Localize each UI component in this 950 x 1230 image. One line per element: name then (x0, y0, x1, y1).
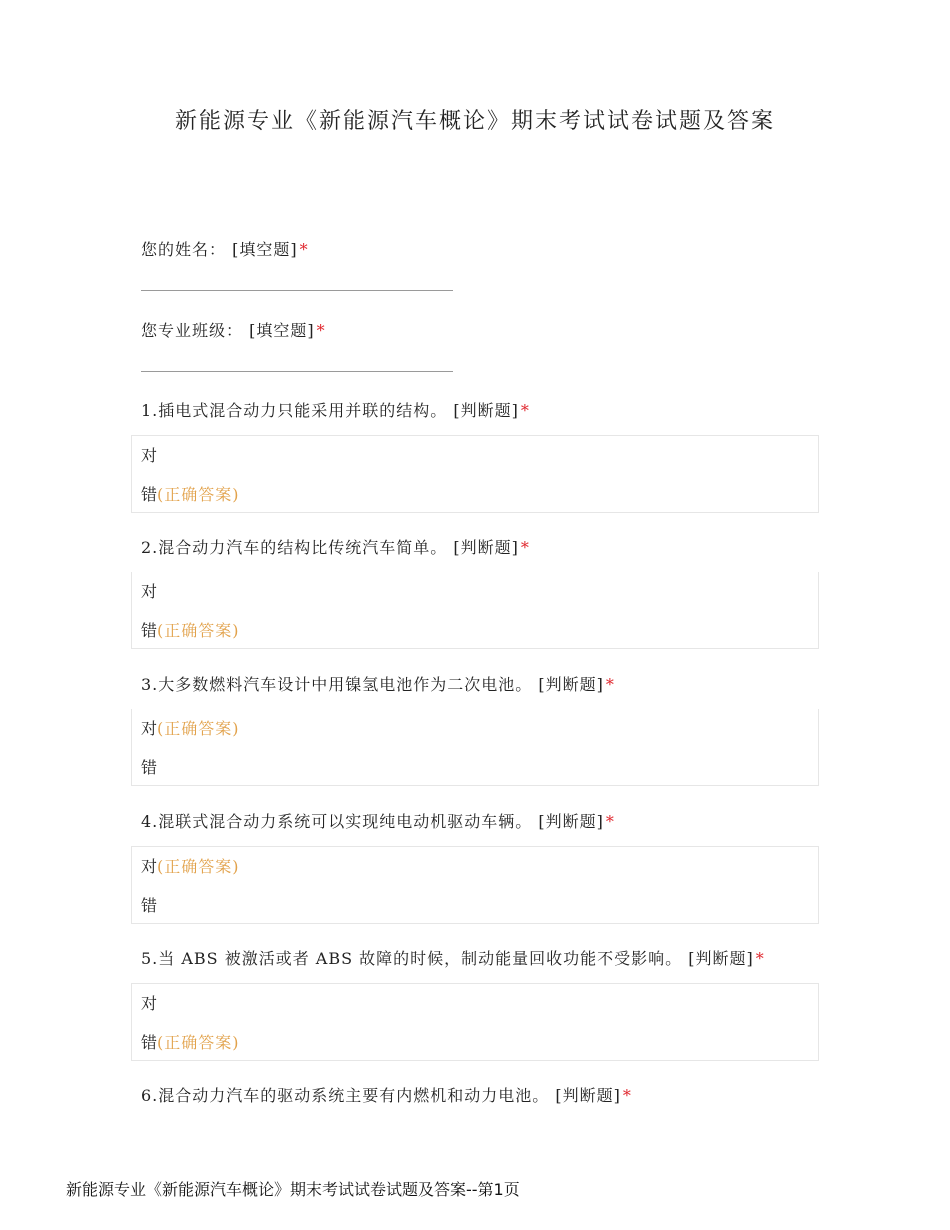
correct-answer-mark: (正确答案) (157, 1033, 240, 1052)
option-true[interactable] (141, 991, 157, 1014)
required-mark: * (520, 401, 530, 420)
option-label: 错 (141, 896, 158, 915)
option-label: 错 (141, 758, 158, 777)
name-field-label (141, 237, 309, 260)
option-false[interactable] (141, 1030, 240, 1053)
page-title: 新能源专业《新能源汽车概论》期末考试试卷试题及答案 (174, 109, 775, 134)
question-3 (141, 672, 615, 695)
class-field-input[interactable] (141, 371, 453, 372)
page-footer: 新能源专业《新能源汽车概论》期末考试试卷试题及答案--第1页 (66, 1180, 520, 1199)
option-label: 对 (141, 446, 158, 465)
question-2 (141, 535, 530, 558)
question-5 (141, 946, 765, 969)
required-mark: * (520, 538, 530, 557)
question-text: 6.混合动力汽车的驱动系统主要有内燃机和动力电池。 (141, 1086, 550, 1105)
question-type: [判断题] (453, 401, 519, 420)
question-text: 3.大多数燃料汽车设计中用镍氢电池作为二次电池。 (141, 675, 533, 694)
option-false[interactable] (141, 893, 157, 916)
option-label: 错 (141, 621, 158, 640)
question-6 (141, 1083, 632, 1106)
required-mark: * (755, 949, 765, 968)
option-true[interactable] (141, 443, 157, 466)
answer-options-3 (131, 709, 819, 786)
class-field-label (141, 318, 326, 341)
option-false[interactable] (141, 618, 240, 641)
name-field-input[interactable] (141, 290, 453, 291)
answer-options-2 (131, 572, 819, 649)
option-label: 错 (141, 485, 158, 504)
answer-options-1 (131, 435, 819, 513)
answer-options-5 (131, 983, 819, 1061)
question-text: 2.混合动力汽车的结构比传统汽车简单。 (141, 538, 448, 557)
required-mark: * (316, 321, 326, 340)
question-text: 4.混联式混合动力系统可以实现纯电动机驱动车辆。 (141, 812, 533, 831)
option-label: 对 (141, 582, 158, 601)
field-label-text: 您专业班级： (141, 321, 244, 340)
option-label: 错 (141, 1033, 158, 1052)
option-label: 对 (141, 719, 158, 738)
correct-answer-mark: (正确答案) (157, 485, 240, 504)
required-mark: * (605, 675, 615, 694)
option-false[interactable] (141, 482, 240, 505)
required-mark: * (622, 1086, 632, 1105)
question-text: 5.当 ABS 被激活或者 ABS 故障的时候，制动能量回收功能不受影响。 (141, 949, 683, 968)
question-type: [判断题] (538, 675, 604, 694)
option-true[interactable] (141, 579, 157, 602)
correct-answer-mark: (正确答案) (157, 621, 240, 640)
correct-answer-mark: (正确答案) (157, 857, 240, 876)
question-type: [判断题] (538, 812, 604, 831)
answer-options-4 (131, 846, 819, 924)
option-true[interactable] (141, 716, 240, 739)
question-type: [判断题] (688, 949, 754, 968)
option-label: 对 (141, 857, 158, 876)
option-false[interactable] (141, 755, 157, 778)
correct-answer-mark: (正确答案) (157, 719, 240, 738)
question-text: 1.插电式混合动力只能采用并联的结构。 (141, 401, 448, 420)
required-mark: * (299, 240, 309, 259)
field-type: [填空题] (232, 240, 298, 259)
field-type: [填空题] (249, 321, 315, 340)
option-label: 对 (141, 994, 158, 1013)
question-1 (141, 398, 530, 421)
field-label-text: 您的姓名： (141, 240, 227, 259)
question-4 (141, 809, 615, 832)
option-true[interactable] (141, 854, 240, 877)
question-type: [判断题] (453, 538, 519, 557)
question-type: [判断题] (555, 1086, 621, 1105)
required-mark: * (605, 812, 615, 831)
